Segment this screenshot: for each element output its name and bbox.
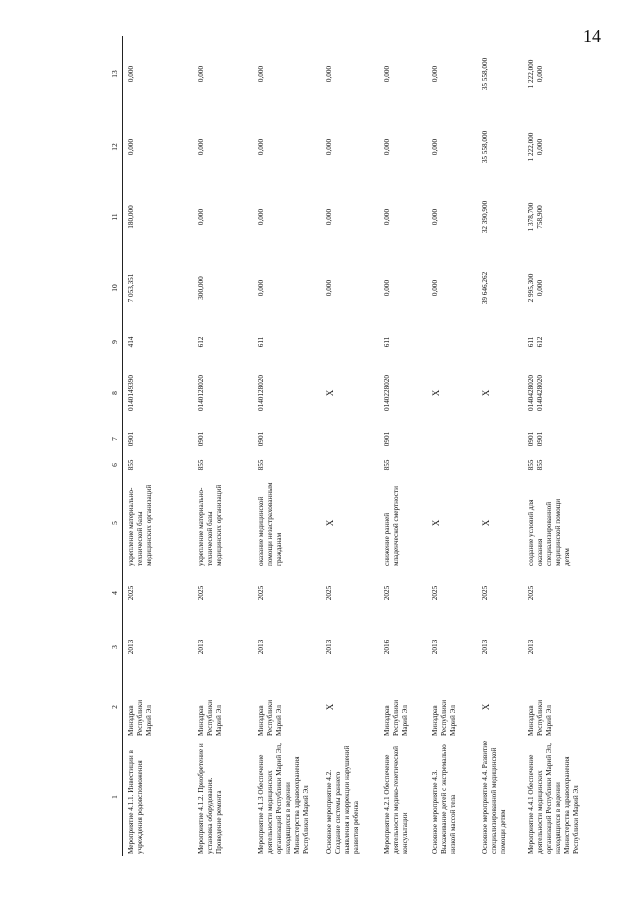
page-number: 14 [583,26,601,46]
start-year: 2016 [382,639,391,655]
target-code: Х [480,389,491,397]
table-row [253,36,321,856]
section-code [523,426,619,452]
start-year: 2013 [196,639,205,655]
value-col10: 0,000 [430,279,439,297]
target-code: 0140149390 [127,375,135,411]
value-col10: 0,000 [324,279,333,297]
end-year: 2025 [196,585,205,601]
column-header: 10 [108,252,123,324]
value-col13: 35 558,000 [480,57,489,91]
executor: Х [324,703,335,711]
value-col12: 0,000 [127,138,135,156]
column-header: 9 [108,324,123,360]
value-col13: 0,000 [196,65,205,83]
activity-name: Основное мероприятие 4.2. Создание системы раннего выявления и коррекции нарушений развития ребенка [324,745,360,854]
end-year: 2025 [526,585,535,601]
table-row [427,36,477,856]
section-code-line: 0901 [535,431,544,447]
value-col12 [523,112,619,182]
grbs-code: 855 [256,459,265,471]
value-col12: 0,000 [430,138,439,156]
end-year: 2025 [127,585,135,601]
section-code: 0901 [256,431,265,447]
section-code [427,426,477,452]
expense-code-line: 612 [535,336,544,348]
grbs-code: 855 [196,459,205,471]
executor: Минздрав Республики Марий Эл [196,699,223,736]
executor: Минздрав Республики Марий Эл [256,699,283,736]
table-row [193,36,253,856]
column-header: 1 [108,738,123,856]
rotated-table-container [108,36,635,856]
target-code-line: 0140428020 [526,375,535,411]
target-code: 0140128020 [256,375,265,411]
column-header: 2 [108,676,123,738]
activity-name: Основное мероприятие 4.4. Развитие специализированной медицинской помощи детям [480,740,507,854]
grbs-code [523,452,619,478]
value-col13 [523,36,619,112]
value-col13: 0,000 [256,65,265,83]
target-code: Х [430,389,441,397]
column-header: 11 [108,182,123,252]
end-year: 2025 [480,585,489,601]
value-col11: 0,000 [324,208,333,226]
grbs-code: 855 [382,459,391,471]
executor: Минздрав Республики Марий Эл [430,699,457,736]
column-header: 12 [108,112,123,182]
target-code: 0140128020 [196,375,205,411]
value-col13: 0,000 [127,65,135,83]
table-row [123,36,193,856]
start-year: 2013 [324,639,333,655]
target-code: 0140228020 [382,375,391,411]
activity-name: Мероприятие 4.1.1. Инвестиции в учреждения родовспоможения [127,750,144,854]
column-header: 5 [108,478,123,568]
start-year: 2013 [127,639,135,655]
value-col10 [523,252,619,324]
target-code [523,360,619,426]
value-col11: 0,000 [256,208,265,226]
value-col12: 0,000 [256,138,265,156]
expense-code: 611 [382,336,391,348]
executor: Х [480,703,491,711]
value-line: 0,000 [535,65,544,83]
section-code: 0901 [127,431,135,447]
value-col13: 0,000 [324,65,333,83]
expected-result: укрепление материально-технической базы медицинских организаций [127,484,153,566]
activity-name: Мероприятие 4.4.1 Обеспечение деятельности медицинских организаций Республики Марий Эл, находящихся в ведении Министерства здравоохранения Республики Марий Эл [526,743,580,854]
activity-name: Мероприятие 4.2.1 Обеспечение деятельности медико-генетической консультации [382,745,409,854]
value-col10: 0,000 [256,279,265,297]
value-col11: 0,000 [430,208,439,226]
value-col10: 0,000 [382,279,391,297]
section-code [321,426,379,452]
start-year: 2013 [480,639,489,655]
expense-code: 414 [127,336,135,348]
grbs-code-line: 855 [526,459,535,471]
expected-result: Х [430,519,441,527]
target-code-line: 0140428020 [535,375,544,411]
value-col10: 39 646,262 [480,271,489,305]
value-col12: 0,000 [196,138,205,156]
grbs-code [477,452,523,478]
start-year: 2013 [526,639,535,655]
expected-result: укрепление материально-технической базы медицинских организаций [196,484,223,566]
target-code: Х [324,389,335,397]
section-code [477,426,523,452]
expected-result: создание условий для оказания специализированной медицинской помощи детям [526,498,571,566]
executor: Минздрав Республики Марий Эл [382,699,409,736]
value-col12: 0,000 [382,138,391,156]
value-col13: 0,000 [382,65,391,83]
grbs-code-line: 855 [535,459,544,471]
end-year: 2025 [430,585,439,601]
expected-result: снижение ранней младенческой смертности [382,486,400,566]
expense-code [427,324,477,360]
value-col10: 7 053,351 [127,273,135,303]
activity-name: Основное мероприятие 4.3. Выхаживание детей с экстремально низкой массой тела [430,744,457,854]
expected-result: Х [480,519,491,527]
expense-code-line: 611 [526,336,535,348]
table-row [523,36,619,856]
value-line: 1 222,000 [526,132,535,162]
value-col12: 35 558,000 [480,130,489,164]
expense-code: 611 [256,336,265,348]
start-year: 2013 [430,639,439,655]
table-row [477,36,523,856]
table-row [379,36,427,856]
expense-code [477,324,523,360]
section-code-line: 0901 [526,431,535,447]
grbs-code [427,452,477,478]
section-code: 0901 [196,431,205,447]
grbs-code: 855 [127,459,135,471]
activity-name: Мероприятие 4.1.3 Обеспечение деятельности медицинских организаций Республики Марий Эл, находящихся в ведении Министерства здравоохранения Республики Марий Эл [256,743,310,854]
end-year: 2025 [256,585,265,601]
expected-result: оказание медицинской помощи незастрахованным гражданам [256,482,283,566]
expense-code: 612 [196,336,205,348]
table-row [321,36,379,856]
value-col11: 180,000 [127,205,135,229]
column-header: 7 [108,426,123,452]
section-code: 0901 [382,431,391,447]
executor: Минздрав Республики Марий Эл [127,699,153,736]
value-line: 1 222,000 [526,59,535,89]
value-col11: 0,000 [196,208,205,226]
value-col13: 0,000 [430,65,439,83]
activity-name: Мероприятие 4.1.2. Приобретение и установка оборудования. Проведение ремонта [196,743,223,854]
value-line: 0,000 [535,279,544,297]
end-year: 2025 [382,585,391,601]
value-line: 0,000 [535,138,544,156]
value-line: 758,900 [535,205,544,229]
expected-result: Х [324,519,335,527]
value-col11: 0,000 [382,208,391,226]
value-col11: 32 390,900 [480,200,489,234]
header-row [108,36,123,856]
executor: Минздрав Республики Марий Эл [526,699,553,736]
column-header: 13 [108,36,123,112]
grbs-code [321,452,379,478]
program-table [108,36,619,856]
start-year: 2013 [256,639,265,655]
expense-code [321,324,379,360]
column-header: 8 [108,360,123,426]
value-line: 1 378,700 [526,202,535,232]
value-line: 2 995,300 [526,273,535,303]
column-header: 3 [108,618,123,676]
value-col12: 0,000 [324,138,333,156]
value-col11 [523,182,619,252]
column-header: 6 [108,452,123,478]
expense-code [523,324,619,360]
end-year: 2025 [324,585,333,601]
value-col10: 300,000 [196,276,205,300]
column-header: 4 [108,568,123,618]
